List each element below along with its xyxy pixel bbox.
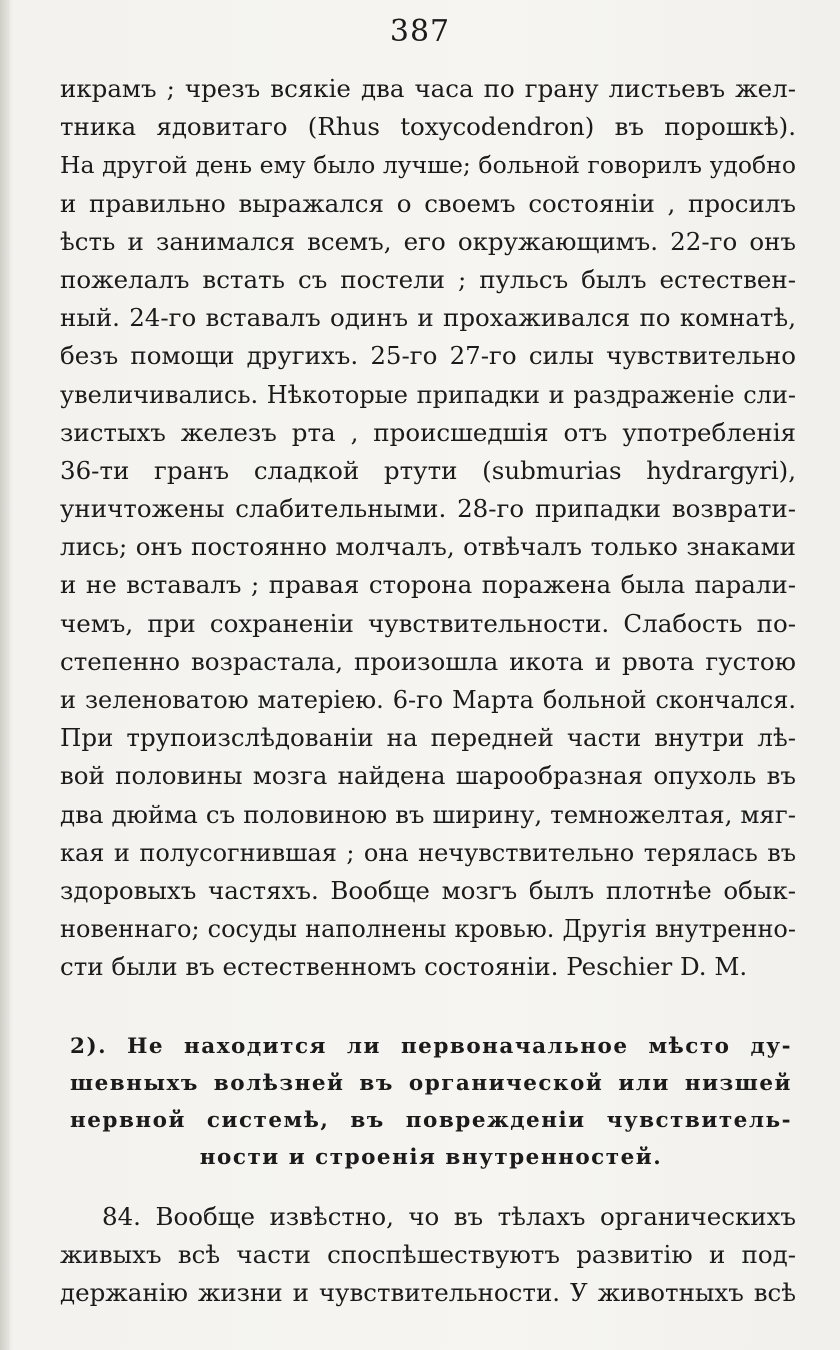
- text-line: сти были въ естественномъ состояніи. Peschier D. M.: [60, 952, 748, 982]
- text-line: здоровыхъ частяхъ. Вообще мозгъ былъ плотнѣе обык-: [60, 875, 796, 905]
- text-line: безъ помощи другихъ. 25-го 27-го силы чувствительно: [60, 341, 796, 371]
- text-line: и зеленоватою матеріею. 6-го Марта больной скончался.: [60, 686, 796, 714]
- page-edge: [0, 0, 10, 1350]
- text-line: увеличивались. Нѣкоторые припадки и раздраженіе сли-: [60, 380, 796, 409]
- text-line: пожелалъ встать съ постели ; пульсъ былъ естествен-: [60, 264, 796, 294]
- text-line: живыхъ всѣ части споспѣшествуютъ развитію и под-: [60, 1240, 796, 1270]
- text-line: При трупоизслѣдованіи на передней части внутри лѣ-: [60, 723, 796, 753]
- text-line: два дюйма съ половиною въ ширину, темножелтая, мяг-: [60, 799, 796, 829]
- text-line: и не вставалъ ; правая сторона поражена была парали-: [60, 570, 796, 600]
- body-paragraph: [60, 70, 796, 987]
- text-line: новеннаго; сосуды наполнены кровью. Другія внутренно-: [60, 915, 796, 944]
- heading-line: 2). Не находится ли первоначальное мѣсто ду-: [70, 1034, 792, 1059]
- text-line: вой половины мозга найдена шарообразная опухоль въ: [60, 761, 796, 791]
- text-line: чемъ, при сохраненіи чувствительности. Слабость по-: [60, 608, 796, 638]
- text-line: 84. Вообще извѣстно, чо въ тѣлахъ органическихъ: [102, 1202, 796, 1231]
- text-line: и правильно выражался о своемъ состояніи , просилъ: [60, 188, 796, 218]
- text-line: уничтожены слабительными. 28-го припадки возврати-: [60, 494, 796, 524]
- text-line: степенно возрастала, произошла икота и рвота густою: [60, 646, 796, 676]
- section-paragraph: [60, 1198, 796, 1313]
- page-number: 387: [389, 14, 451, 49]
- text-line: ѣсть и занимался всемъ, его окружающимъ. 22-го онъ: [60, 226, 796, 256]
- heading-line: ности и строенія внутренностей.: [199, 1145, 663, 1170]
- text-line: кая и полусогнившая ; она нечувствительно терялась въ: [60, 838, 796, 867]
- text-line: зистыхъ железъ рта , происшедшія отъ употребленія: [60, 417, 796, 447]
- text-line: держанію жизни и чувствительности. У животныхъ всѣ: [60, 1278, 796, 1308]
- text-line: лись; онъ постоянно молчалъ, отвѣчалъ только знаками: [60, 532, 796, 562]
- text-line: На другой день ему было лучше; больной говорилъ удобно: [60, 151, 796, 180]
- text-line: 36-ти гранъ сладкой ртути (submurias hydrargyri),: [60, 455, 796, 485]
- heading-line: нервной системѣ, въ поврежденіи чувствитель-: [70, 1108, 792, 1133]
- text-line: тника ядовитаго (Rhus toxycodendron) въ порошкѣ).: [60, 112, 796, 142]
- section-heading: [70, 1028, 792, 1176]
- text-line: ный. 24-го вставалъ одинъ и прохаживался по комнатѣ,: [60, 303, 796, 333]
- text-line: икрамъ ; чрезъ всякіе два часа по грану листьевъ жел-: [60, 74, 796, 103]
- heading-line: шевныхъ волѣзней въ органической или низшей: [70, 1071, 792, 1096]
